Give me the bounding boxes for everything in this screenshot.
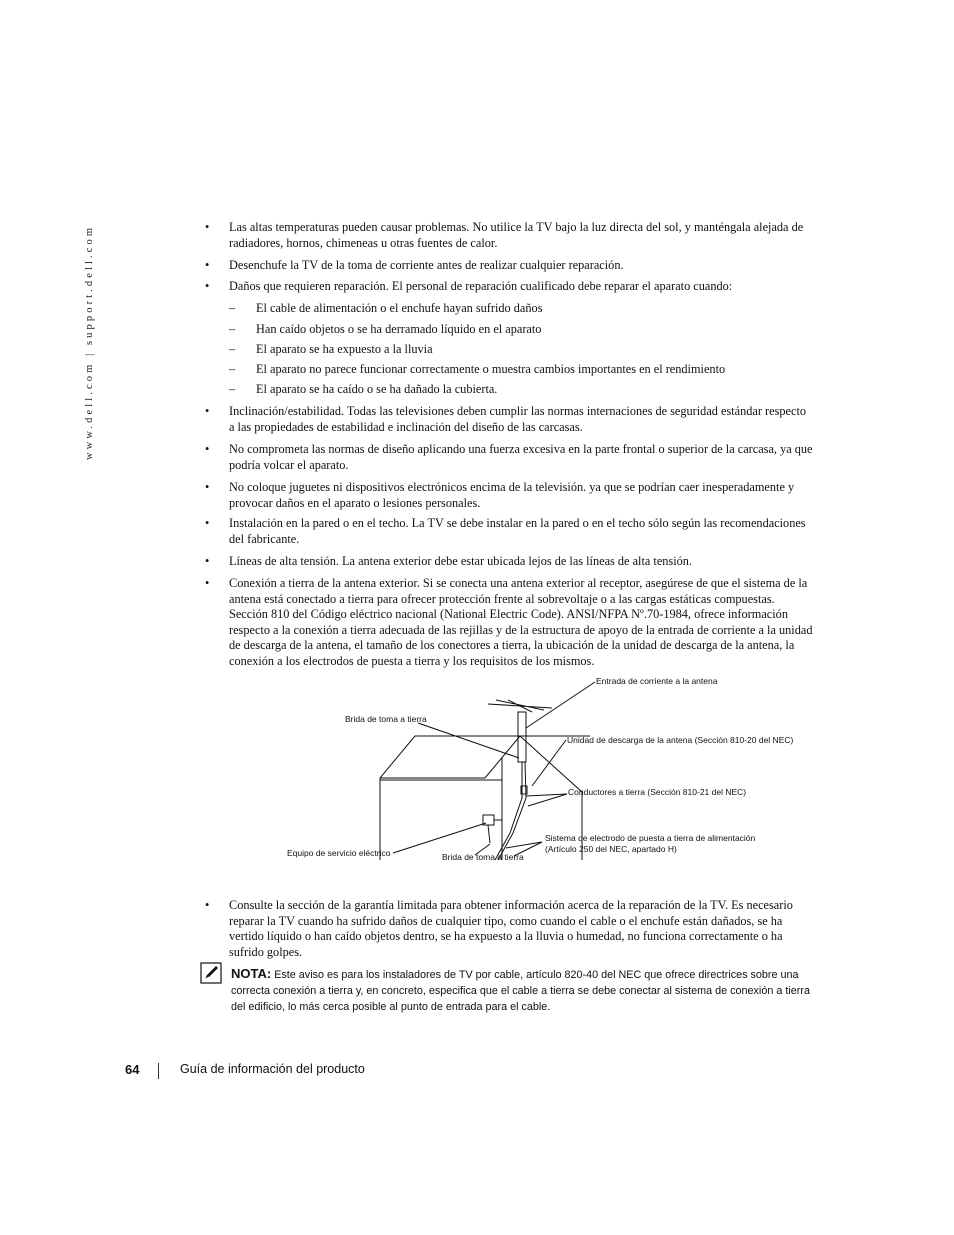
list-item: Instalación en la pared o en el techo. La TV se debe instalar en la pared o en el techo sólo según las recomendaciones del fabricante. (229, 516, 806, 546)
list-item: Las altas temperaturas pueden causar problemas. No utilice la TV bajo la luz directa del sol, y manténgala alejada de radiadores, hornos, chimeneas u otras fuentes de calor. (229, 220, 804, 250)
bullet-mark: • (205, 258, 210, 272)
sub-list-item-text: El aparato se ha expuesto a la lluvia (256, 342, 433, 356)
note-body: Este aviso es para los instaladores de TV por cable, artículo 820-40 del NEC que ofrece directrices sobre una correcta conexión a tierra y, en concreto, especifica que el cable a tierra se debe conectar al sistema de conexión a tierra del edificio, lo más cerca posible al punto de entrada para el cable. (231, 969, 810, 1013)
bullet-mark: • (205, 480, 210, 494)
label-brida-bottom: Brida de toma a tierra (442, 852, 524, 862)
page-number: 64 (125, 1062, 140, 1077)
sub-list-item: – El aparato se ha expuesto a la lluvia (229, 342, 433, 356)
footer-title: Guía de información del producto (180, 1062, 365, 1076)
list-item: Consulte la sección de la garantía limitada para obtener información acerca de la reparación de la TV. Es necesario reparar la TV cuando ha sufrido daños de cualquier tipo, como cuando el cable o el enchufe están dañados, se ha vertido líquido o han caído objetos dentro, se ha expuesto a la lluvia o humedad, no funciona correctamente o ha sufrido golpes. (229, 898, 793, 959)
sub-list-item-text: El cable de alimentación o el enchufe hayan sufrido daños (256, 301, 543, 315)
bullet-mark: • (205, 279, 210, 293)
footer-divider (158, 1063, 159, 1079)
list-item: No comprometa las normas de diseño aplicando una fuerza excesiva en la parte frontal o superior de la carcasa, ya que podría volcar el aparato. (229, 442, 813, 472)
sub-list-item-text: El aparato no parece funcionar correctamente o muestra cambios importantes en el rendimiento (256, 362, 726, 376)
bullet-mark: • (205, 554, 210, 568)
label-equipo: Equipo de servicio eléctrico (287, 848, 391, 858)
list-item: Daños que requieren reparación. El personal de reparación cualificado debe reparar el aparato cuando: (229, 279, 733, 293)
sub-list-item: – El aparato se ha caído o se ha dañado la cubierta. (229, 382, 498, 396)
sub-list-item: – El aparato no parece funcionar correctamente o muestra cambios importantes en el rendimiento (229, 362, 726, 376)
list-item: Líneas de alta tensión. La antena exterior debe estar ubicada lejos de las líneas de alta tensión. (229, 554, 692, 568)
antenna-elements (488, 700, 552, 712)
sidebar-url: www.dell.com | support.dell.com (84, 224, 95, 460)
bullet-mark: • (205, 898, 210, 912)
label-sistema-line1: Sistema de electrodo de puesta a tierra de alimentación (545, 833, 756, 843)
sub-list-item: – El cable de alimentación o el enchufe hayan sufrido daños (229, 301, 543, 315)
label-conductores: Conductores a tierra (Sección 810-21 del NEC) (568, 787, 747, 797)
list-item: Desenchufe la TV de la toma de corriente antes de realizar cualquier reparación. (229, 258, 624, 272)
label-unidad: Unidad de descarga de la antena (Sección 810-20 del NEC) (567, 735, 794, 745)
note-paragraph (231, 966, 815, 1015)
antenna-grounding-diagram (270, 668, 830, 868)
label-brida-top: Brida de toma a tierra (345, 714, 427, 724)
label-sistema-line2: (Artículo 250 del NEC, apartado H) (545, 844, 677, 854)
bullet-mark: • (205, 576, 210, 590)
sub-list-item-text: Han caído objetos o se ha derramado líquido en el aparato (256, 322, 542, 336)
note-label: NOTA: (231, 966, 272, 981)
bullet-mark: • (205, 404, 210, 418)
bullet-mark: • (205, 442, 210, 456)
sub-list-item-text: El aparato se ha caído o se ha dañado la cubierta. (256, 382, 498, 396)
label-entrada: Entrada de corriente a la antena (596, 676, 718, 686)
list-item: Inclinación/estabilidad. Todas las televisiones deben cumplir las normas internaciones de seguridad estándar respecto a las propiedades de estabilidad e inclinación del diseño de las carcasas. (229, 404, 807, 434)
bullet-mark: • (205, 516, 210, 530)
sub-list-item: – Han caído objetos o se ha derramado líquido en el aparato (229, 322, 542, 336)
list-item: No coloque juguetes ni dispositivos electrónicos encima de la televisión. ya que se podrían caer inesperadamente y provocar daños en el aparato o lesiones personales. (229, 480, 795, 510)
list-item: Conexión a tierra de la antena exterior. Si se conecta una antena exterior al receptor, asegúrese de que el sistema de la antena está conectado a tierra para ofrecer protección frente al sobrevoltaje o a las cargas estáticas compuestas. Sección 810 del Código eléctrico nacional (National Electric Code). ANSI/NFPA Nº.70-1984, ofrece información respecto a la conexión a tierra adecuada de las rejillas y de la estructura de apoyo de la entrada de corriente a la unidad de descarga de la antena, el tamaño de los conectores a tierra, la ubicación de la unidad de descarga de la antena, la conexión a los electrodos de puesta a tierra y los requisitos de los mismos. (229, 576, 813, 668)
bullet-mark: • (205, 220, 210, 234)
pencil-note-icon (200, 962, 222, 984)
